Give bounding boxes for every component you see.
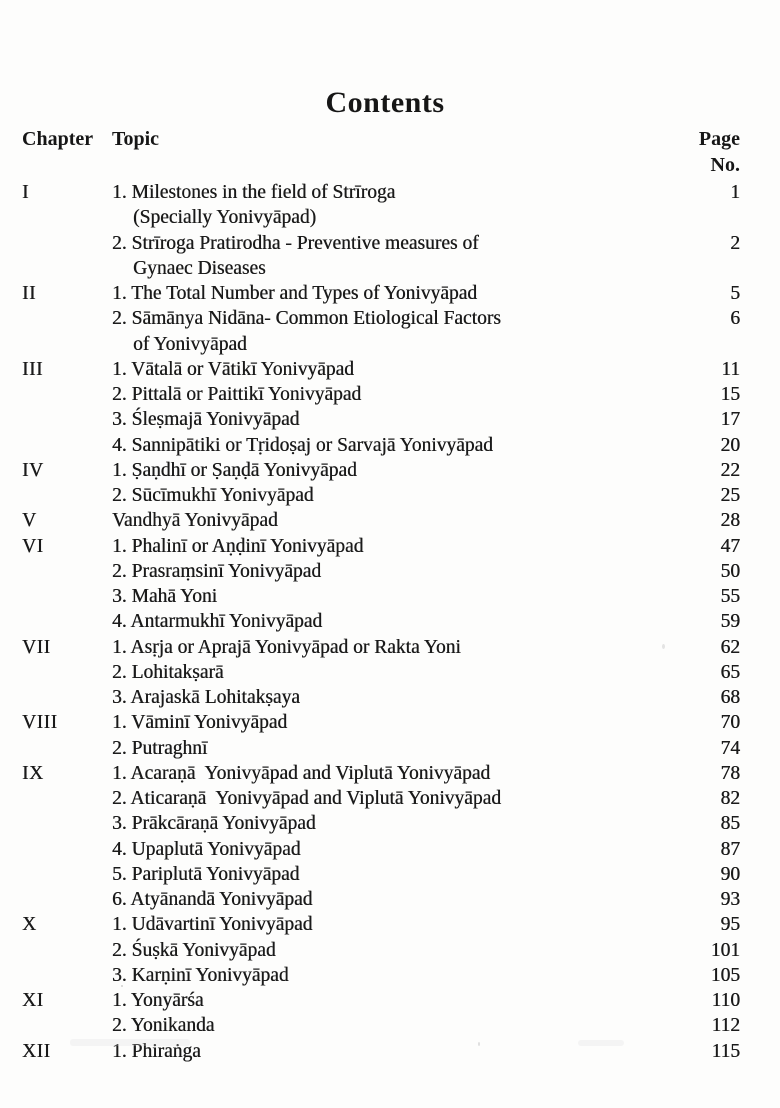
page-number: 6 xyxy=(730,308,740,330)
page-number: 85 xyxy=(720,813,740,835)
toc-row xyxy=(22,811,740,836)
page-number: 105 xyxy=(710,964,740,986)
topic-text: 4. Upaplutā Yonivyāpad xyxy=(112,838,301,860)
topic-text: 2. Aticaraṇā Yonivyāpad and Viplutā Yonivyāpad xyxy=(112,788,501,809)
page-number: 17 xyxy=(720,409,740,431)
chapter-numeral: VIII xyxy=(22,712,58,734)
scan-smudge xyxy=(70,1039,190,1046)
chapter-numeral xyxy=(22,660,112,685)
page-number: 110 xyxy=(711,990,740,1011)
toc-row xyxy=(22,180,740,205)
page-number: 11 xyxy=(721,358,740,380)
toc-row xyxy=(22,660,740,685)
chapter-numeral xyxy=(22,483,112,508)
page-number: 68 xyxy=(720,687,740,708)
toc-row xyxy=(22,685,740,710)
topic-text: 2. Strīroga Pratirodha - Preventive measures of xyxy=(112,232,479,254)
topic-text: 1. Vātalā or Vātikī Yonivyāpad xyxy=(112,358,354,380)
topic-text: 6. Atyānandā Yonivyāpad xyxy=(112,889,313,910)
chapter-numeral xyxy=(22,382,112,407)
page-number: 90 xyxy=(720,863,740,885)
chapter-numeral: IV xyxy=(22,459,44,481)
topic-text: 1. Ṣaṇdhī or Ṣaṇḍā Yonivyāpad xyxy=(112,459,357,481)
topic-text: 2. Prasraṃsinī Yonivyāpad xyxy=(112,560,322,582)
toc-rows xyxy=(22,180,740,1064)
toc-row xyxy=(22,963,740,988)
page-number: 101 xyxy=(710,939,740,961)
topic-text: Vandhyā Yonivyāpad xyxy=(112,510,278,532)
page-title: Contents xyxy=(325,86,445,120)
page-number: 59 xyxy=(720,611,740,633)
chapter-numeral xyxy=(22,256,112,281)
topic-text: 1. Phalinī or Aṇḍinī Yonivyāpad xyxy=(112,535,364,557)
toc-header-page: Page No. xyxy=(698,128,740,176)
topic-text: 2. Sāmānya Nidāna- Common Etiological Factors xyxy=(112,308,501,330)
chapter-numeral xyxy=(22,584,112,609)
topic-text: 3. Śleṣmajā Yonivyāpad xyxy=(112,409,300,431)
topic-text: 5. Pariplutā Yonivyāpad xyxy=(112,863,300,885)
page-number: 47 xyxy=(720,535,740,557)
toc-row xyxy=(22,559,740,584)
page-number: 28 xyxy=(720,510,740,532)
topic-text: 2. Pittalā or Paittikī Yonivyāpad xyxy=(112,384,362,405)
scan-speck xyxy=(121,985,123,987)
toc-row xyxy=(22,332,740,357)
toc-header-topic: Topic xyxy=(112,128,160,150)
page-number xyxy=(676,256,740,281)
scan-speck xyxy=(662,644,665,649)
toc-row xyxy=(22,407,740,432)
topic-text: 1. The Total Number and Types of Yonivyāpad xyxy=(112,283,478,304)
toc-row xyxy=(22,862,740,887)
toc-row xyxy=(22,609,740,634)
chapter-numeral xyxy=(22,407,112,432)
page-number: 25 xyxy=(720,485,740,506)
chapter-numeral xyxy=(22,306,112,331)
page-number: 55 xyxy=(720,586,740,607)
toc-row xyxy=(22,938,740,963)
chapter-numeral xyxy=(22,559,112,584)
chapter-numeral: VII xyxy=(22,636,51,658)
toc-row xyxy=(22,761,740,786)
topic-text: 1. Udāvartinī Yonivyāpad xyxy=(112,914,313,936)
page-number: 95 xyxy=(720,914,740,936)
page-number: 20 xyxy=(720,434,740,456)
chapter-numeral: I xyxy=(22,182,29,203)
chapter-numeral xyxy=(22,811,112,836)
topic-text: of Yonivyāpad xyxy=(133,333,247,355)
page-number: 78 xyxy=(720,762,740,784)
chapter-numeral xyxy=(22,887,112,912)
chapter-numeral xyxy=(22,1013,112,1038)
toc-row xyxy=(22,837,740,862)
page-number: 93 xyxy=(720,889,740,910)
topic-text: 1. Yonyārśa xyxy=(112,990,204,1011)
chapter-numeral: III xyxy=(22,358,43,380)
chapter-numeral xyxy=(22,786,112,811)
toc-row xyxy=(22,710,740,735)
page-number: 82 xyxy=(720,788,740,809)
topic-text: 3. Mahā Yoni xyxy=(112,586,218,607)
scan-speck xyxy=(478,1042,480,1046)
topic-text: 3. Karṇinī Yonivyāpad xyxy=(112,964,289,986)
chapter-numeral xyxy=(22,332,112,357)
toc-row xyxy=(22,256,740,281)
chapter-numeral xyxy=(22,231,112,256)
chapter-numeral: IX xyxy=(22,762,44,784)
topic-text: 1. Acaraṇā Yonivyāpad and Viplutā Yonivyāpad xyxy=(112,762,491,784)
toc-row xyxy=(22,458,740,483)
topic-text: Gynaec Diseases xyxy=(133,257,266,279)
topic-text: 4. Sannipātiki or Tṛidoṣaj or Sarvajā Yonivyāpad xyxy=(112,434,493,456)
page-number: 112 xyxy=(711,1015,740,1037)
toc-header-chapter: Chapter xyxy=(22,128,94,150)
chapter-numeral xyxy=(22,609,112,634)
chapter-numeral xyxy=(22,963,112,988)
chapter-numeral: VI xyxy=(22,535,44,557)
table-of-contents xyxy=(22,126,740,1064)
toc-header-row xyxy=(22,126,740,178)
toc-row xyxy=(22,912,740,937)
toc-row xyxy=(22,584,740,609)
topic-text: (Specially Yonivyāpad) xyxy=(133,207,317,229)
page-number: 70 xyxy=(720,712,740,734)
scan-smudge xyxy=(578,1040,624,1046)
toc-row xyxy=(22,306,740,331)
topic-text: 2. Śuṣkā Yonivyāpad xyxy=(112,939,276,961)
page-number: 62 xyxy=(720,636,740,658)
topic-text: 2. Lohitakṣarā xyxy=(112,661,224,683)
toc-row xyxy=(22,736,740,761)
page-number xyxy=(676,332,740,357)
chapter-numeral xyxy=(22,938,112,963)
chapter-numeral xyxy=(22,837,112,862)
page-number: 74 xyxy=(720,737,740,759)
topic-text: 1. Milestones in the field of Strīroga xyxy=(112,182,396,203)
topic-text: 3. Prākcāraṇā Yonivyāpad xyxy=(112,813,316,835)
topic-text: 4. Antarmukhī Yonivyāpad xyxy=(112,611,323,633)
topic-text: 1. Phiraṅga xyxy=(112,1040,201,1062)
page-number: 65 xyxy=(720,661,740,683)
toc-row xyxy=(22,635,740,660)
page-number: 22 xyxy=(720,459,740,481)
topic-text: 3. Arajaskā Lohitakṣaya xyxy=(112,687,300,708)
page-number xyxy=(676,205,740,230)
toc-row xyxy=(22,357,740,382)
page-number: 1 xyxy=(730,182,740,203)
toc-row xyxy=(22,205,740,230)
page-number: 50 xyxy=(720,560,740,582)
chapter-numeral xyxy=(22,205,112,230)
page-number: 2 xyxy=(730,232,740,254)
toc-row xyxy=(22,1013,740,1038)
topic-text: 2. Yonikanda xyxy=(112,1015,215,1037)
chapter-numeral: V xyxy=(22,510,37,532)
chapter-numeral xyxy=(22,433,112,458)
page-number: 15 xyxy=(720,384,740,405)
toc-row xyxy=(22,382,740,407)
chapter-numeral: X xyxy=(22,914,37,936)
page-number: 87 xyxy=(720,838,740,860)
chapter-numeral xyxy=(22,862,112,887)
topic-text: 1. Asṛja or Aprajā Yonivyāpad or Rakta Yoni xyxy=(112,636,461,658)
toc-row xyxy=(22,786,740,811)
toc-row xyxy=(22,534,740,559)
toc-row xyxy=(22,433,740,458)
topic-text: 2. Sūcīmukhī Yonivyāpad xyxy=(112,485,314,506)
toc-row xyxy=(22,231,740,256)
toc-row xyxy=(22,483,740,508)
chapter-numeral: XII xyxy=(22,1040,51,1062)
chapter-numeral: XI xyxy=(22,990,44,1011)
chapter-numeral: II xyxy=(22,283,36,304)
toc-row xyxy=(22,887,740,912)
page-number: 5 xyxy=(730,283,740,304)
toc-row xyxy=(22,988,740,1013)
chapter-numeral xyxy=(22,736,112,761)
toc-row xyxy=(22,508,740,533)
chapter-numeral xyxy=(22,685,112,710)
toc-row xyxy=(22,281,740,306)
topic-text: 2. Putraghnī xyxy=(112,737,208,759)
page-number: 115 xyxy=(711,1040,740,1062)
topic-text: 1. Vāminī Yonivyāpad xyxy=(112,712,288,734)
